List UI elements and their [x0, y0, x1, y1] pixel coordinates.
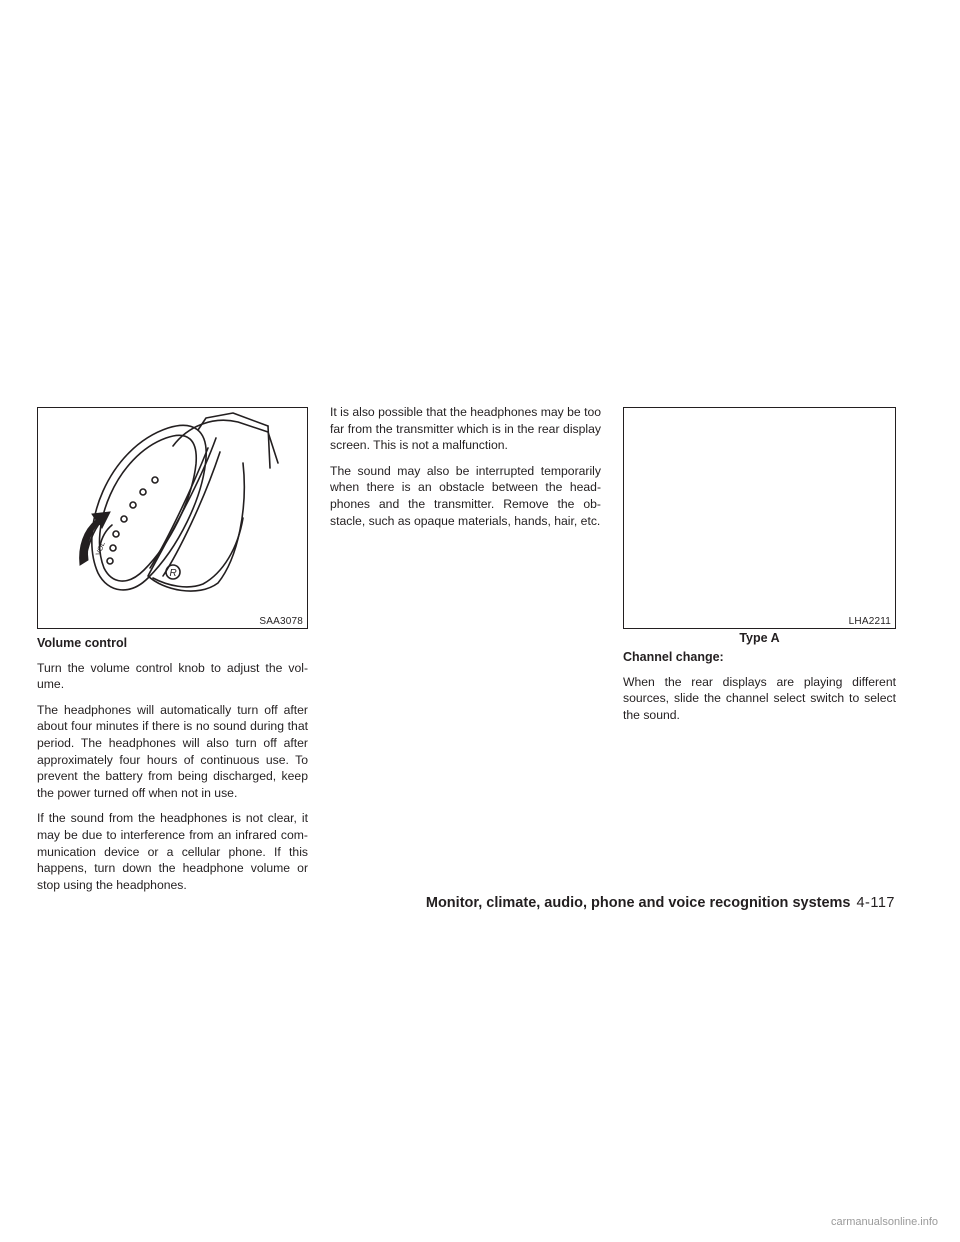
- figure-caption: Type A: [739, 631, 780, 645]
- section-heading: Volume control: [37, 636, 128, 650]
- middle-column: [330, 404, 601, 538]
- paragraph: Turn the volume control knob to adjust the vol-ume.: [37, 660, 308, 692]
- figure-code: SAA3078: [259, 616, 303, 627]
- figure-headphones: [37, 407, 308, 629]
- figure-channel-switch: [623, 407, 896, 629]
- paragraph: If the sound from the headphones is not clear, it may be due to interference from an infrared com-munication device or a cellular phone. If this happens, turn down the headphone volume or stop using the headphones.: [37, 811, 308, 893]
- headphones-volume-knob-illustration: [38, 408, 307, 628]
- paragraph: It is also possible that the headphones may be too far from the transmitter which is in the rear display screen. This is not a malfunction.: [330, 405, 602, 453]
- paragraph: When the rear displays are playing different sources, slide the channel select switch to select the sound.: [623, 674, 896, 723]
- figure-code: LHA2211: [848, 616, 891, 627]
- page-number: 4-117: [856, 895, 895, 911]
- watermark: carmanualsonline.info: [830, 1216, 938, 1228]
- footer-section-title: Monitor, climate, audio, phone and voice recognition systems: [425, 895, 851, 911]
- page-footer: [420, 895, 895, 911]
- paragraph: The headphones will automatically turn off after about four minutes if there is no sound during that period. The headphones will also turn off after approximately four hours of continuous use. To prevent the battery from being discharged, keep the power turned off when not in use.: [37, 702, 308, 801]
- left-column: [37, 635, 308, 902]
- svg-text:VOL: VOL: [95, 541, 107, 557]
- section-heading: Channel change:: [623, 650, 724, 664]
- paragraph: The sound may also be interrupted temporarily when there is an obstacle between the head-phones and the transmitter. Remove the ob-stacle, such as opaque materials, hands, hair, etc.: [330, 463, 601, 528]
- right-column: [623, 649, 896, 732]
- svg-text:R: R: [169, 568, 177, 579]
